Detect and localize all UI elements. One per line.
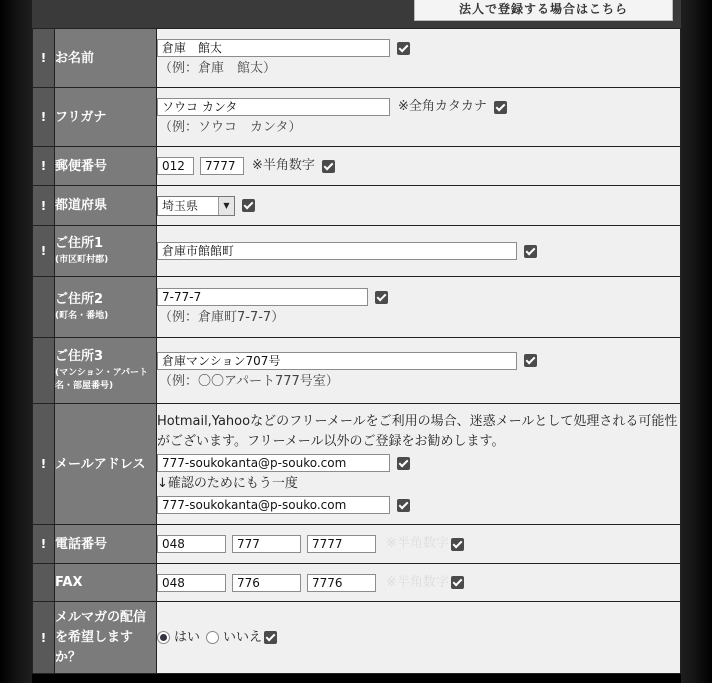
name-label: お名前 bbox=[55, 29, 157, 88]
address3-example: （例：〇〇アパート777号室） bbox=[159, 373, 339, 389]
required-mark-empty bbox=[33, 338, 55, 404]
email-label: メールアドレス bbox=[55, 404, 157, 525]
fax-valid-check-icon bbox=[451, 576, 464, 589]
required-mark: ! bbox=[33, 88, 55, 147]
required-mark: ! bbox=[33, 602, 55, 674]
email-valid-check-icon bbox=[397, 457, 410, 470]
name-cell bbox=[157, 29, 681, 88]
email-confirm-input[interactable]: 777-soukokanta@p-souko.com bbox=[157, 496, 390, 514]
email-input[interactable]: 777-soukokanta@p-souko.com bbox=[157, 454, 390, 472]
address3-input[interactable]: 倉庫マンション707号 bbox=[157, 352, 517, 370]
required-mark: ! bbox=[33, 29, 55, 88]
row-kana bbox=[33, 88, 681, 147]
phone-note: ※半角数字 bbox=[386, 536, 449, 551]
required-mark: ! bbox=[33, 147, 55, 186]
registration-form bbox=[32, 28, 681, 674]
address2-valid-check-icon bbox=[375, 291, 388, 304]
fax-input-3[interactable]: 7776 bbox=[307, 574, 376, 592]
phone-valid-check-icon bbox=[451, 538, 464, 551]
fax-cell bbox=[157, 564, 681, 602]
address3-sublabel: (マンション・アパート名・部屋番号) bbox=[55, 368, 148, 391]
address3-label-text: ご住所3 bbox=[55, 349, 104, 364]
phone-input-2[interactable]: 777 bbox=[232, 535, 301, 553]
address2-input[interactable]: 7-77-7 bbox=[157, 288, 368, 306]
address2-label-text: ご住所2 bbox=[55, 292, 104, 307]
required-mark-empty bbox=[33, 277, 55, 338]
postal-cell bbox=[157, 147, 681, 186]
row-email bbox=[33, 404, 681, 525]
kana-note: ※全角カタカナ bbox=[398, 99, 487, 114]
email-cell bbox=[157, 404, 681, 525]
address1-label bbox=[55, 226, 157, 277]
fax-note: ※半角数字 bbox=[386, 574, 449, 590]
newsletter-yes-label[interactable]: はい bbox=[174, 629, 201, 645]
row-postal bbox=[33, 147, 681, 186]
fax-label: FAX bbox=[55, 564, 157, 602]
postal-note: ※半角数字 bbox=[252, 158, 315, 173]
postal-valid-check-icon bbox=[322, 160, 335, 173]
row-address3 bbox=[33, 338, 681, 404]
kana-cell bbox=[157, 88, 681, 147]
prefecture-select[interactable] bbox=[157, 196, 235, 216]
address1-input[interactable]: 倉庫市館館町 bbox=[157, 242, 517, 260]
right-border bbox=[681, 0, 712, 683]
name-example: （例：倉庫 館太） bbox=[159, 61, 277, 76]
kana-input[interactable]: ソウコ カンタ bbox=[157, 98, 390, 116]
left-border bbox=[0, 0, 32, 683]
email-confirm-valid-check-icon bbox=[397, 499, 410, 512]
kana-example: （例：ソウコ カンタ） bbox=[159, 120, 302, 135]
phone-input-1[interactable]: 048 bbox=[157, 535, 226, 553]
required-mark: ! bbox=[33, 186, 55, 226]
postal-label: 郵便番号 bbox=[55, 147, 157, 186]
address3-label bbox=[55, 338, 157, 404]
address2-sublabel: (町名・番地) bbox=[55, 311, 109, 321]
newsletter-cell bbox=[157, 602, 681, 674]
row-address2 bbox=[33, 277, 681, 338]
phone-cell bbox=[157, 525, 681, 564]
name-valid-check-icon bbox=[397, 42, 410, 55]
newsletter-no-radio[interactable] bbox=[206, 631, 219, 644]
address2-example: （例：倉庫町7-7-7） bbox=[159, 310, 285, 325]
address1-valid-check-icon bbox=[524, 245, 537, 258]
address1-label-text: ご住所1 bbox=[55, 236, 104, 251]
phone-label: 電話番号 bbox=[55, 525, 157, 564]
required-mark-empty bbox=[33, 564, 55, 602]
address1-cell bbox=[157, 226, 681, 277]
email-notice: Hotmail,Yahooなどのフリーメールをご利用の場合、迷惑メールとして処理される可能性がございます。フリーメール以外のご登録をお勧めします。 bbox=[157, 414, 678, 449]
phone-input-3[interactable]: 7777 bbox=[307, 535, 376, 553]
row-newsletter bbox=[33, 602, 681, 674]
prefecture-cell bbox=[157, 186, 681, 226]
newsletter-valid-check-icon bbox=[264, 631, 277, 644]
address3-valid-check-icon bbox=[524, 354, 537, 367]
name-input[interactable]: 倉庫 館太 bbox=[157, 39, 390, 57]
newsletter-no-label[interactable]: いいえ bbox=[223, 629, 263, 645]
prefecture-valid-check-icon bbox=[242, 199, 255, 212]
address2-label bbox=[55, 277, 157, 338]
row-address1 bbox=[33, 226, 681, 277]
kana-valid-check-icon bbox=[494, 101, 507, 114]
row-fax bbox=[33, 564, 681, 602]
email-confirm-label: ↓確認のためにもう一度 bbox=[157, 476, 298, 491]
row-phone bbox=[33, 525, 681, 564]
dropdown-arrow-icon[interactable]: ▼ bbox=[218, 197, 234, 215]
row-prefecture bbox=[33, 186, 681, 226]
postal-input-1[interactable]: 012 bbox=[157, 157, 194, 175]
newsletter-yes-radio[interactable] bbox=[157, 631, 170, 644]
prefecture-label: 都道府県 bbox=[55, 186, 157, 226]
corporate-registration-button[interactable]: 法人で登録する場合はこちら bbox=[414, 0, 673, 21]
postal-input-2[interactable]: 7777 bbox=[200, 157, 244, 175]
required-mark: ! bbox=[33, 525, 55, 564]
address2-cell bbox=[157, 277, 681, 338]
prefecture-selected: 埼玉県 bbox=[162, 198, 199, 213]
address1-sublabel: (市区町村郡) bbox=[55, 255, 109, 265]
required-mark: ! bbox=[33, 226, 55, 277]
kana-label: フリガナ bbox=[55, 88, 157, 147]
required-mark: ! bbox=[33, 404, 55, 525]
fax-input-2[interactable]: 776 bbox=[232, 574, 301, 592]
newsletter-label: メルマガの配信を希望しますか？ bbox=[55, 602, 157, 674]
fax-input-1[interactable]: 048 bbox=[157, 574, 226, 592]
address3-cell bbox=[157, 338, 681, 404]
row-name bbox=[33, 29, 681, 88]
